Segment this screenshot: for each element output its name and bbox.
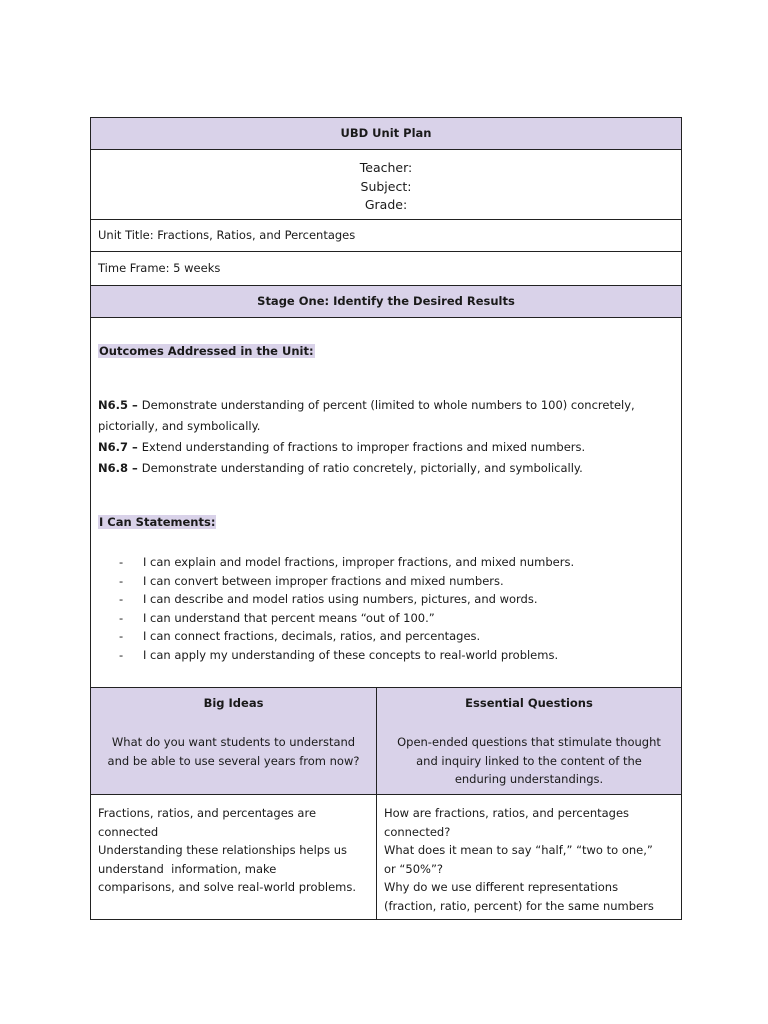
ican-text: I can connect fractions, decimals, ratios, and percentages. [143,629,481,644]
essential-questions-header [377,688,681,794]
list-item [119,590,574,609]
outcome-code: N6.5 [98,398,128,412]
dash: - [119,610,124,625]
answer-line: or “50%”? [384,861,443,876]
essential-questions-title: Essential Questions [465,696,593,710]
answer-line: Fractions, ratios, and percentages are [98,806,317,820]
stage-one-title: Stage One: Identify the Desired Results [91,286,681,318]
answer-line: connected [98,824,159,839]
outcome-text: Demonstrate understanding of percent (limited to whole numbers to 100) concretely, [141,398,635,412]
outcome-text: Extend understanding of fractions to improper fractions and mixed numbers. [141,440,586,454]
ideas-questions-content [91,795,681,920]
outcome-code: N6.7 [98,440,128,454]
list-item [119,646,574,665]
answer-line: connected? [384,824,451,839]
unit-plan-table [90,117,682,920]
dash: - [119,573,124,588]
answer-line: How are fractions, ratios, and percentages [384,806,630,820]
big-ideas-description [91,733,376,770]
teacher-label: Teacher: [359,160,413,175]
list-item [119,553,574,572]
outcome-n6-8 [98,458,674,479]
outcomes-heading: Outcomes Addressed in the Unit: [99,344,314,358]
ican-text: I can convert between improper fractions and mixed numbers. [143,573,504,588]
outcome-sep: – [128,398,142,412]
big-ideas-answer [91,795,377,919]
ican-list [119,553,574,665]
ideas-questions-header [91,688,681,795]
outcome-n6-7 [98,437,674,458]
dash: - [119,629,124,644]
grade-label: Grade: [364,197,408,212]
desc-line: What do you want students to understand [111,735,356,749]
big-ideas-title: Big Ideas [203,696,264,710]
time-frame: Time Frame: 5 weeks [91,252,681,286]
answer-line: (fraction, ratio, percent) for the same numbers [384,898,654,913]
outcome-text-cont: pictorially, and symbolically. [98,419,261,433]
dash: - [119,555,124,569]
desc-line: and inquiry linked to the content of the [416,753,642,768]
desc-line: and be able to use several years from now? [107,753,360,768]
ican-text: I can understand that percent means “out of 100.” [143,610,435,625]
outcome-text: Demonstrate understanding of ratio concretely, pictorially, and symbolically. [141,461,583,475]
dash: - [119,592,124,607]
unit-title: Unit Title: Fractions, Ratios, and Percentages [91,220,681,252]
ican-text: I can explain and model fractions, improper fractions, and mixed numbers. [143,555,575,569]
ican-text: I can describe and model ratios using numbers, pictures, and words. [143,592,538,607]
outcome-sep: – [128,440,142,454]
answer-line: What does it mean to say “half,” “two to one,” [384,843,653,857]
stage-one-body [91,318,681,688]
answer-line: Why do we use different representations [384,880,619,894]
dash: - [119,647,124,662]
answer-line: comparisons, and solve real-world problems. [98,880,356,894]
list-item [119,609,574,628]
outcome-code: N6.8 [98,461,128,475]
ican-heading: I Can Statements: [99,515,216,529]
list-item [119,627,574,646]
answer-line: understand information, make [98,861,277,876]
answer-line: Understanding these relationships helps us [98,843,348,857]
big-ideas-header [91,688,377,794]
desc-line: enduring understandings. [454,772,604,786]
outcome-sep: – [128,461,142,475]
subject-label: Subject: [360,178,412,194]
list-item [119,572,574,591]
teacher-info [91,150,681,220]
essential-questions-description [377,733,681,789]
essential-questions-answer [377,795,681,919]
outcome-n6-5 [98,395,674,437]
desc-line: Open-ended questions that stimulate thought [397,735,661,749]
ican-text: I can apply my understanding of these concepts to real-world problems. [143,647,559,662]
plan-title: UBD Unit Plan [91,118,681,150]
